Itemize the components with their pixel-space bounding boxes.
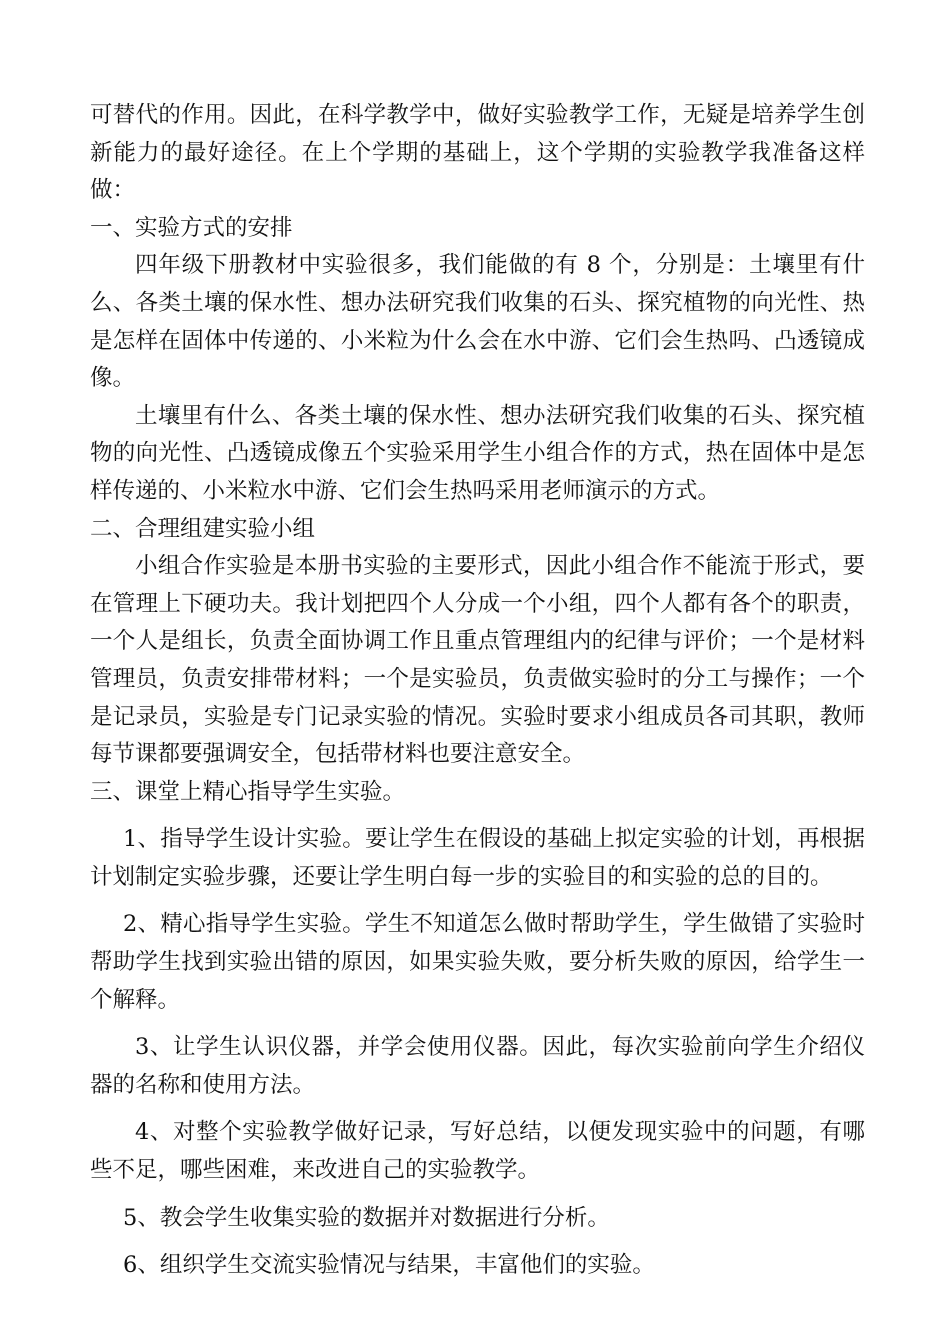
paragraph-experiment-methods: 土壤里有什么、各类土壤的保水性、想办法研究我们收集的石头、探究植物的向光性、凸透镜成像五个实验采用学生小组合作的方式，热在固体中是怎样传递的、小米粒水中游、它们会生热吗采用老师演示的方式。 (90, 402, 865, 504)
paragraph-experiments-list: 四年级下册教材中实验很多，我们能做的有 8 个，分别是：土壤里有什么、各类土壤的保水性、想办法研究我们收集的石头、探究植物的向光性、热是怎样在固体中传递的、小米粒为什么会在水中游、它们会生热吗、凸透镜成像。 (90, 252, 865, 392)
list-item-4: 4、对整个实验教学做好记录，写好总结，以便发现实验中的问题，有哪些不足，哪些困难，来改进自己的实验教学。 (90, 1119, 865, 1184)
list-item-1: 1、指导学生设计实验。要让学生在假设的基础上拟定实验的计划，再根据计划制定实验步骤，还要让学生明白每一步的实验目的和实验的总的目的。 (90, 826, 865, 890)
document-page (90, 97, 865, 1285)
list-item-2: 2、精心指导学生实验。学生不知道怎么做时帮助学生，学生做错了实验时帮助学生找到实验出错的原因，如果实验失败，要分析失败的原因，给学生一个解释。 (90, 911, 865, 1013)
heading-section-2: 二、合理组建实验小组 (90, 515, 316, 542)
heading-section-3: 三、课堂上精心指导学生实验。 (90, 778, 406, 805)
list-item-3: 3、让学生认识仪器，并学会使用仪器。因此，每次实验前向学生介绍仪器的名称和使用方法。 (90, 1034, 865, 1098)
heading-section-1: 一、实验方式的安排 (90, 214, 293, 241)
paragraph-intro: 可替代的作用。因此，在科学教学中，做好实验教学工作，无疑是培养学生创新能力的最好途径。在上个学期的基础上，这个学期的实验教学我准备这样做： (90, 102, 865, 204)
list-item-6: 6、组织学生交流实验情况与结果，丰富他们的实验。 (123, 1252, 655, 1279)
paragraph-group-roles: 小组合作实验是本册书实验的主要形式，因此小组合作不能流于形式，要在管理上下硬功夫。我计划把四个人分成一个小组，四个人都有各个的职责，一个人是组长，负责全面协调工作且重点管理组内的纪律与评价；一个是材料管理员，负责安排带材料；一个是实验员，负责做实验时的分工与操作；一个是记录员，实验是专门记录实验的情况。实验时要求小组成员各司其职，教师每节课都要强调安全，包括带材料也要注意安全。 (90, 553, 865, 768)
list-item-5: 5、教会学生收集实验的数据并对数据进行分析。 (123, 1204, 610, 1231)
